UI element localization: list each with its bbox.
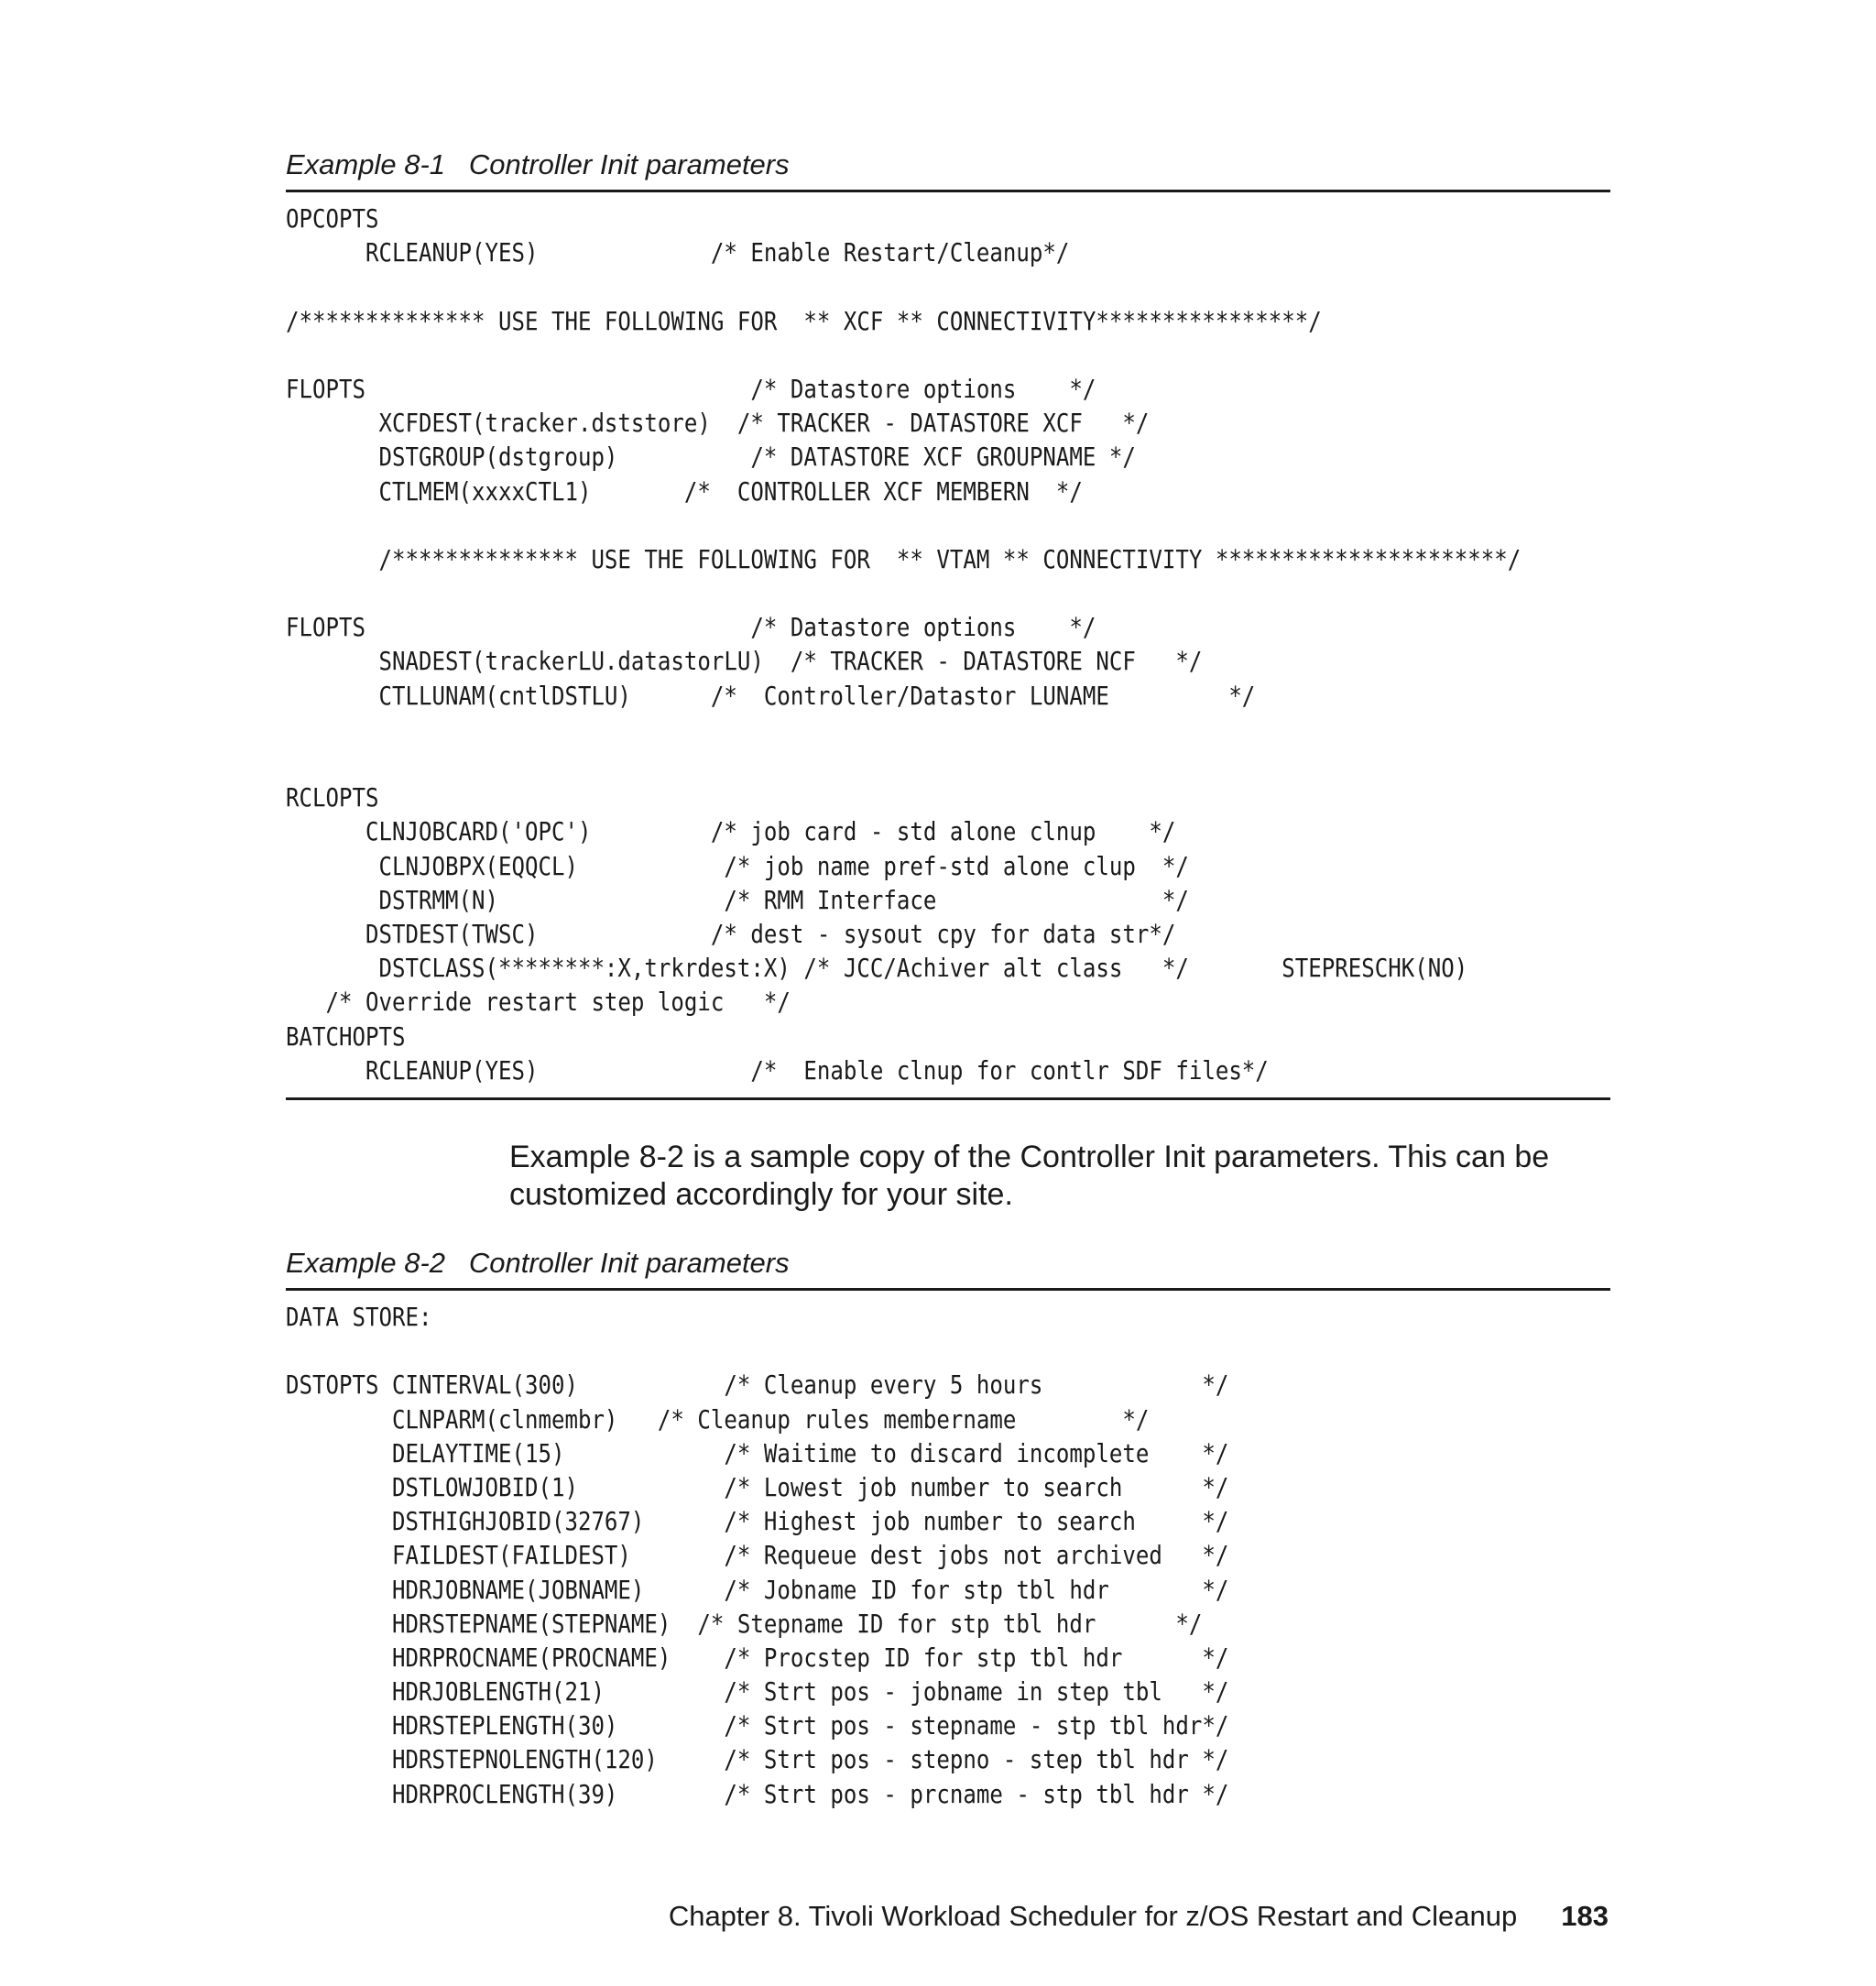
example-8-2-top-rule [286, 1288, 1610, 1291]
code-line [286, 747, 1521, 780]
code-line: /************** USE THE FOLLOWING FOR ** XCF ** CONNECTIVITY****************/ [286, 305, 1322, 336]
code-line: CLNJOBCARD('OPC') /* job card - std alone clnup */ [286, 816, 1176, 847]
code-line: DSTRMM(N) /* RMM Interface */ [286, 884, 1189, 915]
code-line: CTLMEM(xxxxCTL1) /* CONTROLLER XCF MEMBERN */ [286, 475, 1083, 507]
code-line: FLOPTS /* Datastore options */ [286, 612, 1096, 643]
example-8-1-caption: Example 8-1 Controller Init parameters [286, 148, 790, 180]
code-line [286, 338, 1521, 372]
example-8-2-code-block [286, 1300, 1228, 1811]
code-line: /************** USE THE FOLLOWING FOR ** VTAM ** CONNECTIVITY **********************/ [286, 543, 1522, 574]
code-line: DSTHIGHJOBID(32767) /* Highest job number to search */ [286, 1506, 1229, 1537]
code-line: RCLEANUP(YES) /* Enable clnup for contlr SDF files*/ [286, 1054, 1269, 1086]
code-line [286, 1334, 1228, 1368]
example-8-1-code-block [286, 202, 1521, 1087]
example-8-2-caption: Example 8-2 Controller Init parameters [286, 1247, 790, 1279]
footer-chapter-title: Chapter 8. Tivoli Workload Scheduler for z/OS Restart and Cleanup [668, 1900, 1518, 1932]
code-line: DSTOPTS CINTERVAL(300) /* Cleanup every 5 hours */ [286, 1369, 1229, 1401]
code-line: FLOPTS /* Datastore options */ [286, 373, 1096, 404]
code-line: HDRJOBLENGTH(21) /* Strt pos - jobname in step tbl */ [286, 1676, 1229, 1708]
code-line: CTLLUNAM(cntlDSTLU) /* Controller/Datastor LUNAME */ [286, 680, 1256, 711]
code-line: SNADEST(trackerLU.datastorLU) /* TRACKER - DATASTORE NCF */ [286, 646, 1203, 677]
code-line: CLNPARM(clnmembr) /* Cleanup rules membername */ [286, 1403, 1150, 1435]
code-line: DSTLOWJOBID(1) /* Lowest job number to search */ [286, 1471, 1229, 1502]
code-line: HDRJOBNAME(JOBNAME) /* Jobname ID for stp tbl hdr */ [286, 1574, 1229, 1605]
code-line [286, 713, 1521, 747]
code-line: DSTCLASS(********:X,trkrdest:X) /* JCC/Achiver alt class */ STEPRESCHK(NO) [286, 953, 1468, 984]
code-line: DSTGROUP(dstgroup) /* DATASTORE XCF GROUPNAME */ [286, 442, 1136, 473]
code-line: DATA STORE: [286, 1302, 432, 1332]
code-line [286, 508, 1521, 542]
code-line: OPCOPTS [286, 203, 379, 234]
code-line: HDRPROCNAME(PROCNAME) /* Procstep ID for stp tbl hdr */ [286, 1642, 1229, 1673]
example-8-1-bottom-rule [286, 1097, 1610, 1100]
page-footer [669, 1900, 1609, 1933]
code-line: HDRSTEPNOLENGTH(120) /* Strt pos - stepno - step tbl hdr */ [286, 1744, 1229, 1775]
code-line: XCFDEST(tracker.dststore) /* TRACKER - DATASTORE XCF */ [286, 408, 1150, 439]
code-line: RCLOPTS [286, 782, 379, 813]
code-line [286, 269, 1521, 303]
body-paragraph: Example 8-2 is a sample copy of the Controller Init parameters. This can be customized accordingly for your site. [509, 1140, 1550, 1212]
code-line: CLNJOBPX(EQQCL) /* job name pref-std alone clup */ [286, 850, 1189, 881]
code-line [286, 576, 1521, 610]
page-number: 183 [1561, 1900, 1609, 1932]
code-line: RCLEANUP(YES) /* Enable Restart/Cleanup*/ [286, 237, 1070, 268]
code-line: FAILDEST(FAILDEST) /* Requeue dest jobs not archived */ [286, 1540, 1229, 1571]
example-8-1-top-rule [286, 190, 1610, 192]
code-line: DSTDEST(TWSC) /* dest - sysout cpy for data str*/ [286, 918, 1176, 949]
code-line: BATCHOPTS [286, 1020, 406, 1052]
code-line: /* Override restart step logic */ [286, 987, 791, 1018]
code-line: HDRSTEPLENGTH(30) /* Strt pos - stepname - stp tbl hdr*/ [286, 1710, 1229, 1741]
code-line: HDRSTEPNAME(STEPNAME) /* Stepname ID for stp tbl hdr */ [286, 1608, 1203, 1639]
code-line: DELAYTIME(15) /* Waitime to discard incomplete */ [286, 1437, 1229, 1468]
code-line: HDRPROCLENGTH(39) /* Strt pos - prcname - stp tbl hdr */ [286, 1778, 1229, 1809]
